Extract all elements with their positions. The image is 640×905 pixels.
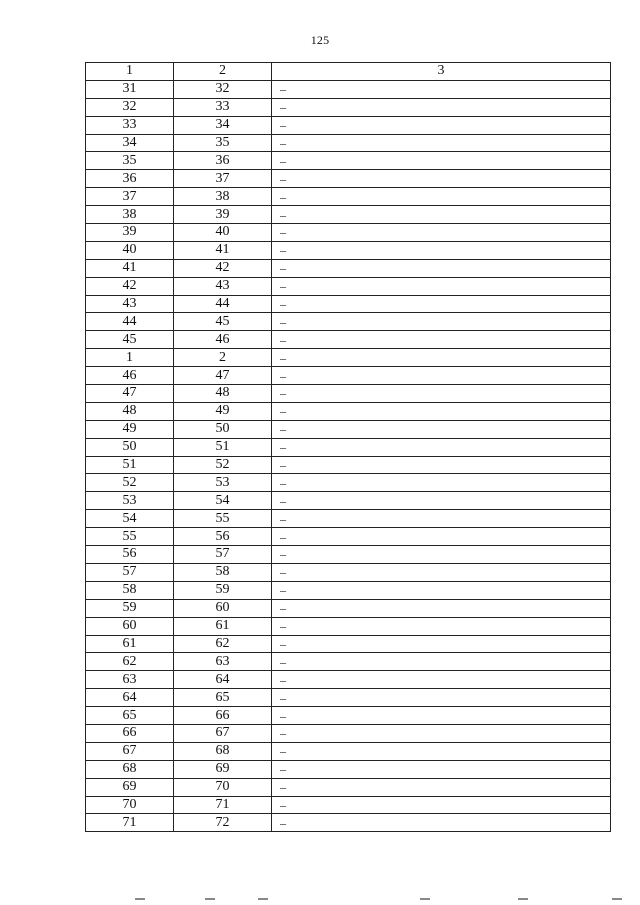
row-number-cell: 1 bbox=[86, 349, 174, 367]
row-number-cell: 62 bbox=[86, 653, 174, 671]
value-cell: – bbox=[272, 224, 611, 242]
next-number-cell: 58 bbox=[174, 563, 272, 581]
next-number-cell: 62 bbox=[174, 635, 272, 653]
value-cell: – bbox=[272, 206, 611, 224]
row-number-cell: 36 bbox=[86, 170, 174, 188]
value-cell: – bbox=[272, 760, 611, 778]
next-number-cell: 36 bbox=[174, 152, 272, 170]
next-number-cell: 66 bbox=[174, 707, 272, 725]
data-table bbox=[85, 62, 611, 832]
table-row bbox=[86, 188, 611, 206]
table-row bbox=[86, 635, 611, 653]
column-header-1: 1 bbox=[86, 63, 174, 81]
value-cell: – bbox=[272, 134, 611, 152]
next-number-cell: 45 bbox=[174, 313, 272, 331]
row-number-cell: 31 bbox=[86, 80, 174, 98]
next-number-cell: 44 bbox=[174, 295, 272, 313]
table-row bbox=[86, 492, 611, 510]
table-row bbox=[86, 599, 611, 617]
value-cell: – bbox=[272, 331, 611, 349]
next-number-cell: 46 bbox=[174, 331, 272, 349]
table-row bbox=[86, 438, 611, 456]
table-row bbox=[86, 724, 611, 742]
next-number-cell: 57 bbox=[174, 546, 272, 564]
value-cell: – bbox=[272, 420, 611, 438]
value-cell: – bbox=[272, 277, 611, 295]
value-cell: – bbox=[272, 456, 611, 474]
row-number-cell: 69 bbox=[86, 778, 174, 796]
page-number: 125 bbox=[310, 33, 330, 47]
row-number-cell: 59 bbox=[86, 599, 174, 617]
row-number-cell: 68 bbox=[86, 760, 174, 778]
table-row bbox=[86, 241, 611, 259]
row-number-cell: 41 bbox=[86, 259, 174, 277]
row-number-cell: 71 bbox=[86, 814, 174, 832]
column-header-2: 2 bbox=[174, 63, 272, 81]
value-cell: – bbox=[272, 546, 611, 564]
value-cell: – bbox=[272, 635, 611, 653]
next-number-cell: 59 bbox=[174, 581, 272, 599]
next-number-cell: 41 bbox=[174, 241, 272, 259]
row-number-cell: 35 bbox=[86, 152, 174, 170]
row-number-cell: 34 bbox=[86, 134, 174, 152]
table-row bbox=[86, 474, 611, 492]
table-row bbox=[86, 152, 611, 170]
row-number-cell: 38 bbox=[86, 206, 174, 224]
value-cell: – bbox=[272, 385, 611, 403]
next-number-cell: 2 bbox=[174, 349, 272, 367]
value-cell: – bbox=[272, 510, 611, 528]
row-number-cell: 48 bbox=[86, 402, 174, 420]
table-row bbox=[86, 778, 611, 796]
next-number-cell: 60 bbox=[174, 599, 272, 617]
next-number-cell: 32 bbox=[174, 80, 272, 98]
value-cell: – bbox=[272, 528, 611, 546]
table-row bbox=[86, 367, 611, 385]
next-number-cell: 53 bbox=[174, 474, 272, 492]
table-row bbox=[86, 546, 611, 564]
value-cell: – bbox=[272, 367, 611, 385]
row-number-cell: 32 bbox=[86, 98, 174, 116]
value-cell: – bbox=[272, 402, 611, 420]
row-number-cell: 61 bbox=[86, 635, 174, 653]
table-row bbox=[86, 170, 611, 188]
next-number-cell: 38 bbox=[174, 188, 272, 206]
row-number-cell: 58 bbox=[86, 581, 174, 599]
row-number-cell: 65 bbox=[86, 707, 174, 725]
value-cell: – bbox=[272, 653, 611, 671]
next-number-cell: 40 bbox=[174, 224, 272, 242]
row-number-cell: 53 bbox=[86, 492, 174, 510]
next-number-cell: 33 bbox=[174, 98, 272, 116]
value-cell: – bbox=[272, 98, 611, 116]
next-number-cell: 48 bbox=[174, 385, 272, 403]
row-number-cell: 50 bbox=[86, 438, 174, 456]
table-row bbox=[86, 617, 611, 635]
next-number-cell: 49 bbox=[174, 402, 272, 420]
row-number-cell: 56 bbox=[86, 546, 174, 564]
value-cell: – bbox=[272, 152, 611, 170]
next-number-cell: 54 bbox=[174, 492, 272, 510]
value-cell: – bbox=[272, 295, 611, 313]
value-cell: – bbox=[272, 313, 611, 331]
value-cell: – bbox=[272, 671, 611, 689]
row-number-cell: 42 bbox=[86, 277, 174, 295]
value-cell: – bbox=[272, 474, 611, 492]
value-cell: – bbox=[272, 742, 611, 760]
value-cell: – bbox=[272, 724, 611, 742]
row-number-cell: 40 bbox=[86, 241, 174, 259]
table-row bbox=[86, 760, 611, 778]
table-row bbox=[86, 206, 611, 224]
row-number-cell: 39 bbox=[86, 224, 174, 242]
row-number-cell: 46 bbox=[86, 367, 174, 385]
next-number-cell: 52 bbox=[174, 456, 272, 474]
next-number-cell: 43 bbox=[174, 277, 272, 295]
value-cell: – bbox=[272, 563, 611, 581]
next-number-cell: 67 bbox=[174, 724, 272, 742]
next-number-cell: 42 bbox=[174, 259, 272, 277]
table-row bbox=[86, 98, 611, 116]
next-number-cell: 72 bbox=[174, 814, 272, 832]
next-number-cell: 35 bbox=[174, 134, 272, 152]
table-row bbox=[86, 402, 611, 420]
row-number-cell: 51 bbox=[86, 456, 174, 474]
value-cell: – bbox=[272, 188, 611, 206]
row-number-cell: 60 bbox=[86, 617, 174, 635]
row-number-cell: 33 bbox=[86, 116, 174, 134]
next-number-cell: 56 bbox=[174, 528, 272, 546]
row-number-cell: 55 bbox=[86, 528, 174, 546]
column-header-3: 3 bbox=[272, 63, 611, 81]
value-cell: – bbox=[272, 241, 611, 259]
scan-artifact-marks bbox=[0, 898, 640, 902]
value-cell: – bbox=[272, 170, 611, 188]
row-number-cell: 70 bbox=[86, 796, 174, 814]
next-number-cell: 70 bbox=[174, 778, 272, 796]
table-row bbox=[86, 277, 611, 295]
row-number-cell: 49 bbox=[86, 420, 174, 438]
table-row bbox=[86, 456, 611, 474]
value-cell: – bbox=[272, 814, 611, 832]
row-number-cell: 66 bbox=[86, 724, 174, 742]
row-number-cell: 52 bbox=[86, 474, 174, 492]
value-cell: – bbox=[272, 599, 611, 617]
row-number-cell: 54 bbox=[86, 510, 174, 528]
table-body bbox=[86, 80, 611, 831]
row-number-cell: 45 bbox=[86, 331, 174, 349]
next-number-cell: 63 bbox=[174, 653, 272, 671]
table-row bbox=[86, 796, 611, 814]
table-row bbox=[86, 420, 611, 438]
next-number-cell: 69 bbox=[174, 760, 272, 778]
table-row bbox=[86, 742, 611, 760]
value-cell: – bbox=[272, 778, 611, 796]
next-number-cell: 71 bbox=[174, 796, 272, 814]
table-row bbox=[86, 116, 611, 134]
value-cell: – bbox=[272, 581, 611, 599]
next-number-cell: 51 bbox=[174, 438, 272, 456]
table-row bbox=[86, 134, 611, 152]
next-number-cell: 65 bbox=[174, 689, 272, 707]
table-row bbox=[86, 313, 611, 331]
table-row bbox=[86, 349, 611, 367]
value-cell: – bbox=[272, 617, 611, 635]
value-cell: – bbox=[272, 438, 611, 456]
value-cell: – bbox=[272, 259, 611, 277]
table-row bbox=[86, 224, 611, 242]
next-number-cell: 55 bbox=[174, 510, 272, 528]
table-row bbox=[86, 707, 611, 725]
next-number-cell: 39 bbox=[174, 206, 272, 224]
row-number-cell: 44 bbox=[86, 313, 174, 331]
value-cell: – bbox=[272, 349, 611, 367]
next-number-cell: 61 bbox=[174, 617, 272, 635]
value-cell: – bbox=[272, 707, 611, 725]
row-number-cell: 37 bbox=[86, 188, 174, 206]
table-row bbox=[86, 563, 611, 581]
table-row bbox=[86, 510, 611, 528]
table-row bbox=[86, 295, 611, 313]
row-number-cell: 57 bbox=[86, 563, 174, 581]
next-number-cell: 68 bbox=[174, 742, 272, 760]
value-cell: – bbox=[272, 116, 611, 134]
value-cell: – bbox=[272, 689, 611, 707]
table-row bbox=[86, 80, 611, 98]
table-row bbox=[86, 528, 611, 546]
row-number-cell: 43 bbox=[86, 295, 174, 313]
row-number-cell: 64 bbox=[86, 689, 174, 707]
row-number-cell: 63 bbox=[86, 671, 174, 689]
table-row bbox=[86, 581, 611, 599]
table-row bbox=[86, 259, 611, 277]
table-row bbox=[86, 653, 611, 671]
table-row bbox=[86, 814, 611, 832]
next-number-cell: 34 bbox=[174, 116, 272, 134]
next-number-cell: 47 bbox=[174, 367, 272, 385]
table-row bbox=[86, 331, 611, 349]
row-number-cell: 67 bbox=[86, 742, 174, 760]
next-number-cell: 37 bbox=[174, 170, 272, 188]
table-row bbox=[86, 385, 611, 403]
table-row bbox=[86, 671, 611, 689]
table-row bbox=[86, 689, 611, 707]
value-cell: – bbox=[272, 796, 611, 814]
next-number-cell: 64 bbox=[174, 671, 272, 689]
value-cell: – bbox=[272, 492, 611, 510]
row-number-cell: 47 bbox=[86, 385, 174, 403]
table-header-row bbox=[86, 63, 611, 81]
value-cell: – bbox=[272, 80, 611, 98]
next-number-cell: 50 bbox=[174, 420, 272, 438]
